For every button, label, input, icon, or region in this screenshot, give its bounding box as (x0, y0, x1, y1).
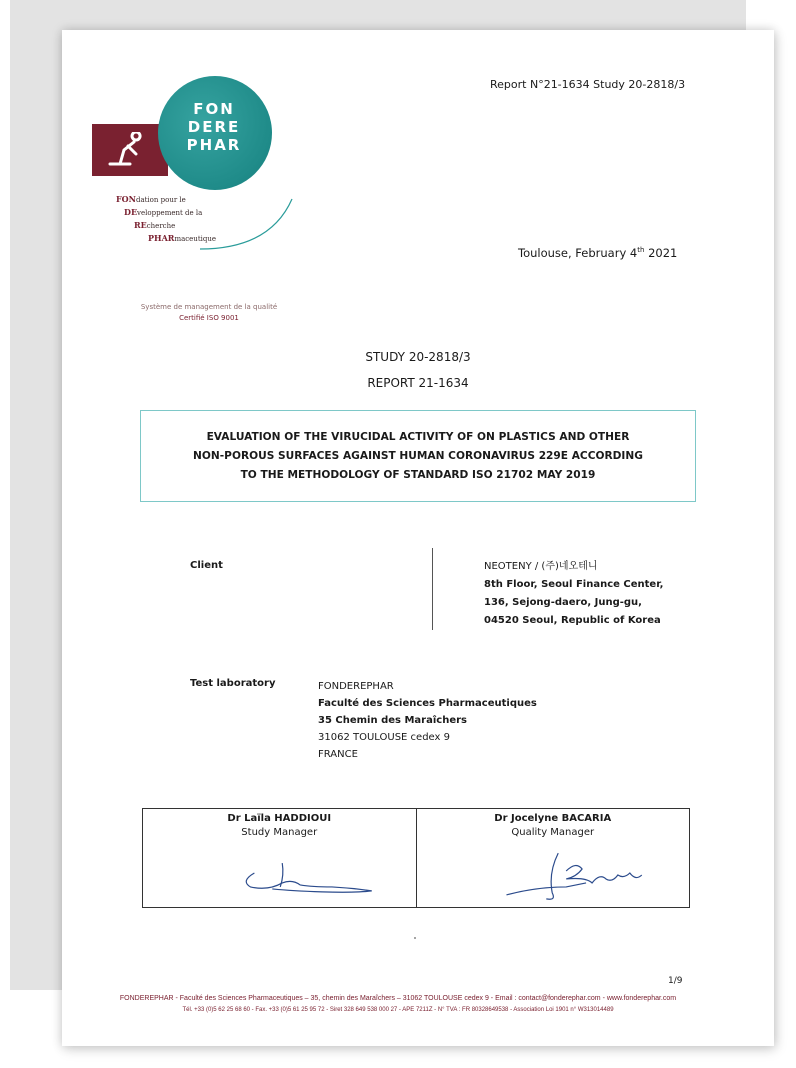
signatory-name: Dr Laïla HADDIOUI (227, 813, 332, 824)
title-box (140, 410, 696, 502)
acronym-line-3: REcherche (134, 220, 176, 230)
document-page (62, 30, 774, 1046)
lab-address-line: Faculté des Sciences Pharmaceutiques (318, 698, 537, 709)
acronym-line-2: DEveloppement de la (124, 207, 203, 217)
client-label: Client (190, 560, 223, 571)
signatory-name: Dr Jocelyne BACARIA (494, 813, 612, 824)
logo-text-line2: DERE (187, 118, 241, 136)
iso-line-1: Système de management de la qualité (140, 303, 278, 311)
signature-table (142, 808, 690, 908)
acronym-line-1: FONdation pour le (116, 194, 186, 204)
client-divider (432, 548, 433, 630)
client-address-line: 8th Floor, Seoul Finance Center, (484, 579, 664, 590)
acronym-line-4: PHARmaceutique (148, 233, 217, 243)
report-reference: Report N°21-1634 Study 20-2818/3 (490, 78, 686, 91)
lab-address-line: 35 Chemin des Maraîchers (318, 715, 467, 726)
logo-arc-icon (180, 194, 300, 254)
signatory-role: Study Manager (241, 827, 318, 838)
iso-line-2: Certifié ISO 9001 (179, 314, 239, 322)
client-address-line: 04520 Seoul, Republic of Korea (484, 615, 661, 626)
microscope-figure-icon (106, 132, 154, 170)
signature-cell-study-manager (143, 809, 416, 907)
signatory-role: Quality Manager (511, 827, 595, 838)
footer-line-2: Tél. +33 (0)5 62 25 68 60 - Fax. +33 (0)5 61 25 95 72 - Siret 328 649 538 000 27 - APE 7211Z - N° TVA : FR 80328649538 - Association Loi 1901 n° W313014489 (182, 1007, 614, 1013)
lab-address (318, 678, 537, 763)
page-dot (414, 937, 416, 939)
signature-bacaria-icon (417, 843, 690, 903)
logo-text-line1: FON (193, 100, 235, 118)
lab-label: Test laboratory (190, 678, 276, 689)
lab-address-line: FRANCE (318, 749, 358, 760)
title-line-2: NON-POROUS SURFACES AGAINST HUMAN CORONAVIRUS 229E ACCORDING (193, 449, 643, 462)
lab-name: FONDEREPHAR (318, 681, 394, 692)
document-title (148, 428, 688, 485)
study-number: STUDY 20-2818/3 (365, 350, 471, 364)
client-address (484, 558, 663, 630)
document-date: Toulouse, February 4th 2021 (518, 246, 678, 260)
signature-haddioui-icon (143, 843, 416, 903)
report-number: REPORT 21-1634 (367, 376, 469, 390)
signature-cell-quality-manager (416, 809, 690, 907)
title-line-1: EVALUATION OF THE VIRUCIDAL ACTIVITY OF ON PLASTICS AND OTHER (206, 430, 630, 443)
title-line-3: TO THE METHODOLOGY OF STANDARD ISO 21702 MAY 2019 (240, 468, 596, 481)
logo-text-line3: PHAR (186, 136, 242, 154)
fonderephar-logo (90, 74, 310, 334)
footer-line-1: FONDEREPHAR - Faculté des Sciences Pharmaceutiques – 35, chemin des Maraîchers – 31062 TOULOUSE cedex 9 - Email : contact@fonderephar.com - www.fonderephar.com (119, 995, 677, 1002)
page-number: 1/9 (668, 976, 683, 986)
client-address-line: 136, Sejong-daero, Jung-gu, (484, 597, 642, 608)
iso-certification (114, 302, 304, 324)
client-name: NEOTENY / (주)네오테니 (484, 561, 598, 572)
lab-address-line: 31062 TOULOUSE cedex 9 (318, 732, 450, 743)
